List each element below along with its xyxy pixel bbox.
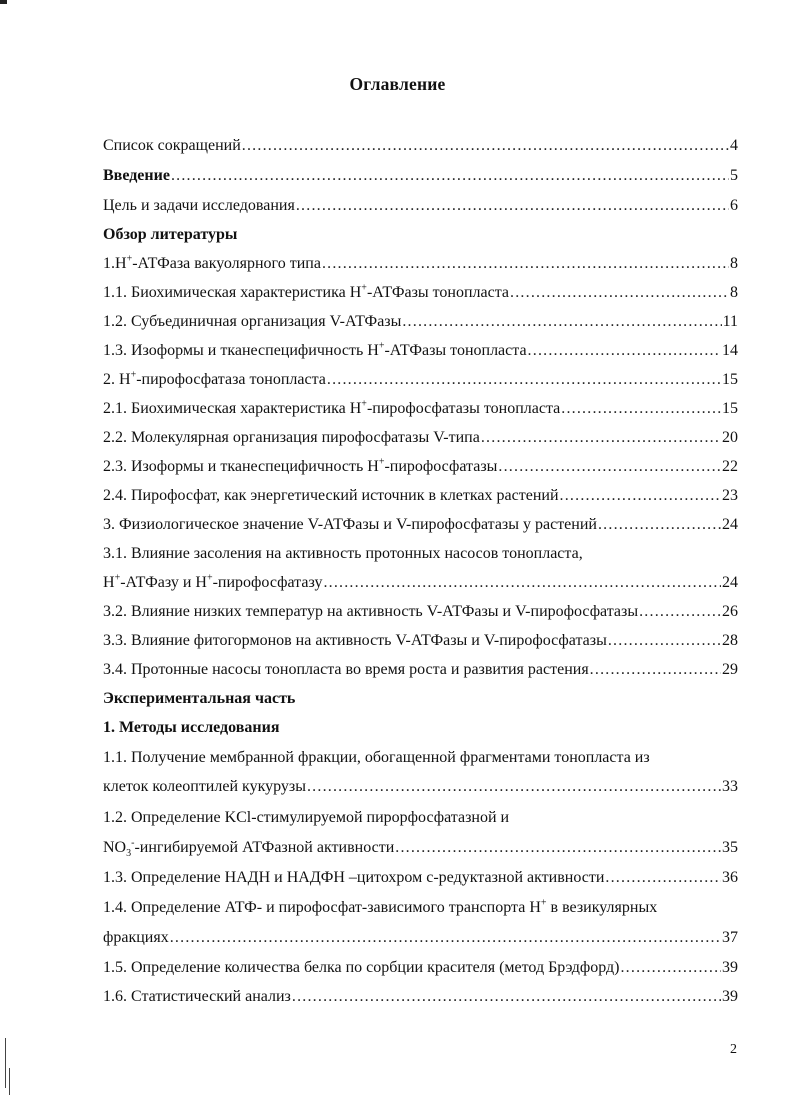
toc-entry-text: H+-АТФазу и H+-пирофосфатазу: [103, 572, 323, 591]
toc-leader-dots: [242, 136, 729, 156]
toc-entry-text: клеток колеоптилей кукурузы: [103, 778, 306, 795]
toc-leader-dots: [481, 428, 721, 448]
toc-entry-text: 2.3. Изоформы и тканеспецифичность H+-пирофосфатазы: [103, 456, 498, 475]
toc-leader-dots: [590, 660, 721, 680]
toc-entry-page: 36: [722, 869, 738, 886]
toc-entry-text: 1.2. Субъединичная организация V-АТФазы: [103, 313, 402, 330]
toc-entry-text: Список сокращений: [103, 137, 241, 154]
toc-entry[interactable]: [103, 312, 738, 332]
toc-section-heading: Экспериментальная часть: [103, 690, 296, 707]
toc-entry-text: 1.3. Определение НАДН и НАДФН –цитохром с-редуктазной активности: [103, 869, 605, 886]
toc-entry[interactable]: [103, 987, 738, 1007]
toc-entry-page: 4: [730, 137, 738, 154]
toc-subsection-heading: 1. Методы исследования: [103, 719, 280, 736]
toc-entry-text: Цель и задачи исследования: [103, 197, 295, 214]
toc-entry-text: фракциях: [103, 929, 169, 946]
toc-entry-text: 2.4. Пирофосфат, как энергетический источник в клетках растений: [103, 487, 559, 504]
toc-entry-text: 1.6. Статистический анализ: [103, 988, 291, 1005]
toc-entry[interactable]: [103, 928, 738, 948]
toc-entry-page: 29: [722, 661, 738, 678]
toc-entry-page: 39: [722, 988, 738, 1005]
toc-leader-dots: [639, 602, 721, 622]
toc-leader-dots: [327, 370, 721, 390]
toc-entry-continued: 3.1. Влияние засоления на активность протонных насосов тонопласта,: [103, 545, 583, 562]
toc-entry[interactable]: [103, 573, 738, 593]
toc-entry-text: 2. H+-пирофосфатаза тонопласта: [103, 369, 326, 388]
toc-leader-dots: [620, 958, 721, 978]
toc-entry-continued: 1.2. Определение KCl-стимулируемой пирорфосфатазной и: [103, 809, 510, 826]
toc-entry-page: 8: [730, 284, 738, 301]
toc-entry-page: 5: [730, 167, 738, 184]
toc-leader-dots: [292, 987, 721, 1007]
toc-entry-page: 20: [722, 429, 738, 446]
toc-entry[interactable]: [103, 868, 738, 888]
toc-entry-page: 33: [722, 778, 738, 795]
toc-leader-dots: [323, 573, 721, 593]
toc-entry-page: 24: [722, 574, 738, 591]
toc-entry-page: 11: [722, 313, 738, 330]
toc-leader-dots: [296, 196, 729, 216]
toc-entry-text: $NO_3^-$-ингибируемой АТФазной активности: [103, 837, 395, 860]
toc-entry-text: 3.3. Влияние фитогормонов на активность V-АТФазы и V-пирофосфатазы: [103, 632, 607, 649]
toc-entry[interactable]: [103, 486, 738, 506]
toc-entry-page: 6: [730, 197, 738, 214]
toc-entry[interactable]: [103, 254, 738, 274]
toc-entry-page: 15: [722, 371, 738, 388]
toc-entry-page: 15: [722, 400, 738, 417]
toc-leader-dots: [170, 928, 721, 948]
toc-entry-page: 23: [722, 487, 738, 504]
toc-entry[interactable]: [103, 515, 738, 535]
toc-entry[interactable]: [103, 136, 738, 156]
toc-entry-page: 22: [722, 458, 738, 475]
page-title: Оглавление: [349, 74, 446, 94]
toc-entry-text: 1.3. Изоформы и тканеспецифичность H+-АТФазы тонопласта: [103, 340, 527, 359]
toc-entry[interactable]: [103, 958, 738, 978]
toc-entry-text: 2.2. Молекулярная организация пирофосфатазы V-типа: [103, 429, 480, 446]
toc-leader-dots: [510, 283, 729, 303]
toc-leader-dots: [402, 312, 721, 332]
toc-leader-dots: [498, 457, 721, 477]
toc-entry[interactable]: [103, 166, 738, 186]
toc-entry-text: 1.5. Определение количества белка по сорбции красителя (метод Брэдфорд): [103, 959, 620, 976]
toc-entry-text: 2.1. Биохимическая характеристика H+-пирофосфатазы тонопласта: [103, 398, 561, 417]
toc-entry-page: 37: [722, 929, 738, 946]
toc-entry-continued: 1.1. Получение мембранной фракции, обогащенной фрагментами тонопласта из: [103, 749, 650, 766]
toc-leader-dots: [605, 868, 721, 888]
toc-entry[interactable]: [103, 777, 738, 797]
toc-leader-dots: [171, 166, 729, 186]
toc-entry[interactable]: [103, 602, 738, 622]
toc-leader-dots: [561, 399, 721, 419]
toc-entry[interactable]: [103, 196, 738, 216]
toc-section-heading: Обзор литературы: [103, 226, 238, 243]
toc-entry[interactable]: [103, 283, 738, 303]
toc-entry-page: 28: [722, 632, 738, 649]
toc-leader-dots: [608, 631, 721, 651]
toc-entry-text: 3.4. Протонные насосы тонопласта во время роста и развития растения: [103, 661, 589, 678]
page-number: 2: [730, 1042, 737, 1057]
toc-entry-page: 35: [722, 839, 738, 856]
toc-entry-page: 14: [722, 342, 738, 359]
toc-entry-text: Введение: [103, 167, 170, 184]
toc-entry[interactable]: [103, 341, 738, 361]
toc-entry-continued: 1.4. Определение АТФ- и пирофосфат-зависимого транспорта H+ в везикулярных: [103, 897, 658, 916]
toc-entry-page: 24: [722, 516, 738, 533]
toc-entry-text: 3. Физиологическое значение V-АТФазы и V-пирофосфатазы у растений: [103, 516, 597, 533]
toc-leader-dots: [307, 777, 721, 797]
toc-entry[interactable]: [103, 457, 738, 477]
toc-leader-dots: [598, 515, 721, 535]
toc-entry-text: 1.H+-АТФаза вакуолярного типа: [103, 253, 321, 272]
toc-entry-text: 1.1. Биохимическая характеристика H+-АТФазы тонопласта: [103, 282, 510, 301]
toc-entry-page: 26: [722, 603, 738, 620]
toc-leader-dots: [322, 254, 729, 274]
toc-entry-text: 3.2. Влияние низких температур на активность V-АТФазы и V-пирофосфатазы: [103, 603, 639, 620]
toc-leader-dots: [395, 838, 721, 858]
toc-entry[interactable]: [103, 660, 738, 680]
toc-leader-dots: [560, 486, 721, 506]
toc-entry[interactable]: [103, 631, 738, 651]
toc-leader-dots: [528, 341, 721, 361]
toc-entry[interactable]: [103, 838, 738, 858]
toc-entry[interactable]: [103, 399, 738, 419]
toc-entry-page: 8: [730, 255, 738, 272]
toc-entry-page: 39: [722, 959, 738, 976]
toc-entry[interactable]: [103, 428, 738, 448]
toc-entry[interactable]: [103, 370, 738, 390]
